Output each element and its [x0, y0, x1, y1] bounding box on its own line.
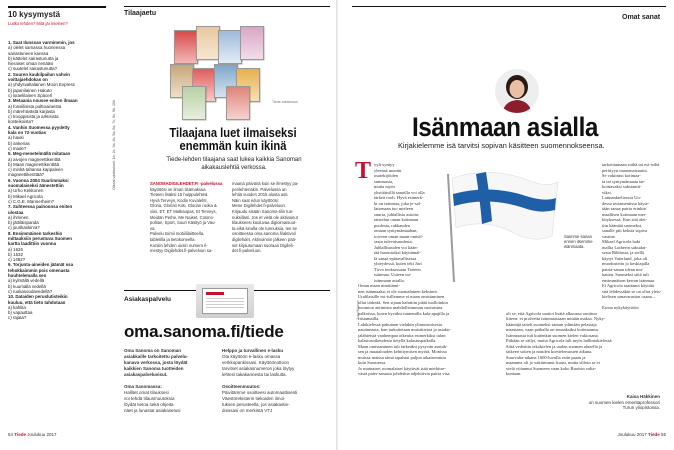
section-rule: [124, 6, 330, 7]
quiz-questions: [8, 40, 106, 321]
spread-gutter: [336, 0, 338, 450]
article-headline: Tilaajana luet ilmaiseksi enemmän kuin ikinä: [169, 125, 297, 153]
quiz-line: 1. Saat Ilunssan varmimmin, jos: [8, 40, 75, 45]
quiz-line: a) hauki: [8, 135, 24, 141]
text-line: va.: [150, 225, 156, 231]
text-line: Gloria, Glorian Koti, Glorian ruoka &: [150, 203, 217, 209]
text-line: politan, Sport, Suuri Käsityö ja Vau-: [150, 220, 216, 226]
quiz-line: 6. Vuonna 2004 Suurimmaksi: [8, 177, 69, 183]
quiz-line: c) made?: [8, 145, 27, 151]
text-line: sesta tulevaisuudesta.: [374, 239, 413, 244]
author-place: Turun yliopistossa.: [622, 405, 660, 410]
text-line: viksi.: [602, 189, 612, 195]
text-line: nen isänmaaksi ei ole suomalainen keksintö.: [358, 288, 438, 294]
quiz-line: a) kahlita: [8, 304, 26, 310]
text-line: västä pater-sanasta johdettua adjektiivia patria visa: [358, 371, 450, 376]
text-line: dessa testamentissa käyte-: [602, 200, 650, 206]
page-number: 54: [8, 432, 14, 437]
text-line: tabletilla ja tietokoneella.: [150, 236, 196, 242]
quiz-line: c) 1482?: [8, 257, 26, 263]
text-line: mallia Lutherin saksalai-: [602, 244, 647, 250]
magazine-cover: [240, 26, 264, 60]
article-lead: Tiede-lehden tilaajana saat lukea kaikkia Sanoman aikakauslehtiä verkossa.: [166, 157, 302, 171]
opinion-headline: Isänmaan asialla: [412, 112, 598, 142]
quiz-line: a) olelet samassa huoneessa: [8, 45, 66, 51]
text-line: oli se, että Agricola saattoi lisätä alkuunsa omiitun: [506, 310, 597, 316]
text-line: taikeen sotien ja muiden koettelemusten aikana.: [506, 349, 593, 354]
text-line: summasta,: [374, 178, 394, 184]
text-line: muodostettu jo keskiajalla: [602, 261, 650, 266]
quiz-line: b) kättelet sairastunutta ja: [8, 55, 59, 61]
quiz-line: c) israelilainen SpaceIl: [8, 92, 52, 98]
caption-line: Saimme sanan: [564, 234, 592, 239]
text-line: verkkopankissasi. Käyttöönottoon: [222, 360, 290, 365]
text-line: palkoissa, koten hyväksi tuntemilla kala-apajilla ja: [358, 310, 450, 316]
text-line: tärkeä rooli. Hyvä esimerk-: [374, 195, 424, 200]
promo-column-2: [222, 348, 322, 414]
photo-credit: Jussi/Kivinen: [356, 300, 360, 320]
quiz-line: c) ruokasoodavedellä?: [8, 288, 53, 294]
text-line: yleensä moniin: [374, 167, 402, 173]
quiz-line: kartta laadittiin vuonna: [8, 241, 57, 247]
quiz-line: a) ihminen: [8, 214, 29, 220]
text-line: tiin kääntää suomeksi,: [602, 222, 643, 228]
text-line: Lakikielessä puhutaan vieläkin ylimuistoisesta: [358, 321, 442, 327]
text-line: tää huomioiksi käyttämäl-: [374, 250, 421, 255]
quiz-line: voittajaehdokas on: [8, 77, 48, 83]
text-line: kuin Suomessa.: [358, 360, 387, 365]
quiz-subtitle: Luitko lehden? Mitä jäi mieleen?: [8, 21, 68, 26]
quiz-line: mittauksiin perustuva Suomen: [8, 235, 72, 241]
text-line: Palvelu toimii mobiililaitteella,: [150, 231, 205, 237]
text-line: Ota käyttöön e-lasku omassa: [222, 354, 281, 359]
text-line: Maan omistaminen tuli tärkeäksi pysyvän asutuk-: [358, 343, 448, 349]
quiz-line: b) Maan magneettikenttää: [8, 161, 60, 167]
text-line: Mikael Agricola haki: [602, 239, 641, 244]
text-line: Väestörekisterin tiekoiden ilmoi-: [222, 396, 286, 401]
footer-issue: Joulukuu 2017: [27, 432, 57, 437]
caption-line: ennen itsemme: [564, 239, 593, 244]
section-rule: [352, 6, 666, 7]
author-role: on suomen kielen emeritaprofessori: [588, 399, 660, 405]
author-portrait: [494, 68, 540, 114]
text-line: vielä viitannut Suomeen vaan koko Ruotsin valta-: [506, 365, 596, 371]
text-line: käyttöösi on ilman lisämaksua: [150, 186, 206, 192]
text-line: kuntaan.: [506, 371, 522, 376]
text-line: tään sanaa patria erinkin: [602, 206, 646, 211]
text-line: Tieteen lisäksi 15 huippulehteä.: [150, 192, 209, 198]
magazine-cover: [182, 86, 206, 120]
text-line: maallisen kotimaan mer-: [602, 211, 647, 217]
text-line: Oma Sanoma on Sanoman: [124, 348, 182, 353]
text-line: det.fi-palveluun.: [232, 248, 262, 254]
quiz-line: a) kylmällä vedellä: [8, 278, 45, 284]
text-line: nautinnasta, kun tarkoitetaan muistitietoa ja asiakir-: [358, 327, 452, 332]
text-line: nuksillasi. Jos et vielä ole aktivoinut: [232, 214, 298, 220]
text-line: kityksessä. Kun sitä alet-: [602, 217, 647, 222]
quiz-line: tehokkaimmin pois omenasta: [8, 267, 70, 273]
text-line: digilehdet. Aktivoinnin jälkeen pää-: [232, 236, 297, 242]
text-line: sanalle piti keksiä sopiva: [602, 228, 648, 233]
text-line: liiteen: ei profeetta isänmaassaan mitään maksa. Nyky-: [506, 316, 606, 321]
quiz-line: b) kuumalla vedellä: [8, 283, 46, 289]
quiz-line: c) juurikaskirva?: [8, 225, 40, 231]
quiz-line: suomalaiseksi äänestettiin: [8, 183, 64, 189]
text-line: osatekijöiden: [374, 173, 398, 178]
footer-brand: Tiede: [648, 432, 660, 437]
text-line: kanava verkossa, josta löydät: [124, 360, 188, 365]
quiz-line: 2. Suuren kuukilpailun vahvin: [8, 71, 70, 77]
text-line: tilaukseesi kuuluvaa digioimaisuut-: [232, 220, 297, 226]
text-line: vastine.: [602, 233, 616, 239]
magazine-cover: [174, 30, 198, 64]
text-line: Tirvo teoksessaan Tieteen: [374, 266, 421, 272]
text-line: ki on isänmaa, joka je-sal-: [374, 200, 422, 206]
quiz-line: a) fossiilisista polttoaineista: [8, 103, 62, 109]
text-line: mestyy Digilehdet.fi-palveluun sa-: [150, 248, 213, 254]
text-line: jalähteistä vanhempaa oikeutta esimerkiksi talon: [358, 332, 446, 338]
text-line: käytyt Vaterland, joka oli: [602, 255, 648, 261]
quiz-line: b) jättiläispanda: [8, 220, 39, 226]
text-line: löydät tietoa sekä ohjeita: [124, 402, 174, 407]
text-line: Siitä vedettiin tekokielen ja uuden suomen alueella ja: [506, 343, 603, 349]
text-line: ta tai syntymämaata tar-: [602, 178, 646, 184]
magazine-cover: [226, 86, 250, 120]
quiz-line: b) 1532: [8, 251, 23, 257]
quiz-line: a) yhdysvaltalainen Moon Express: [8, 82, 75, 88]
flag-caption: [564, 234, 598, 249]
text-line: kaiten. Suomeksi siitä tuli: [602, 272, 649, 277]
quiz-line: 9. Torjunta-aineiden jäämät ssa: [8, 262, 74, 268]
quiz-line: c) trooppisista ja arktisista: [8, 114, 59, 120]
text-line: Latinankielisessä Uu-: [602, 195, 642, 200]
left-footer: [8, 432, 57, 437]
section-label-omat-sanat: Omat sanat: [622, 14, 661, 21]
magazine-cover: [218, 30, 242, 64]
text-line: set kirjautumaan suoraan Digileh-: [232, 242, 295, 248]
quiz-line: 4. Vanhin Suomessa pyydetty: [8, 124, 70, 130]
quiz-line: a) Urho Kekkonen: [8, 188, 44, 194]
text-line: Oma Sanomassa:: [124, 384, 162, 389]
text-line: patria-sanan idean mu-: [602, 266, 644, 272]
text-line: Näin saat edun käyttöösi:: [232, 197, 280, 203]
quiz-line: 7. Suhteessa painoonsa eniten: [8, 204, 73, 210]
quiz-line: 10. Dataiden peruslutisteikin: [8, 294, 68, 300]
laptop-screen: [202, 288, 248, 314]
page-number: 55: [660, 432, 666, 437]
quiz-line: b) japanilainen Hakuto: [8, 87, 52, 93]
text-line: Suurvalta-aikana 1600-luvulla esiin paatu ja: [506, 354, 586, 360]
quiz-line: 3. Metaania nousee eniten ilmaan: [8, 98, 78, 104]
text-line: Oman maan nimittämi-: [358, 283, 400, 288]
text-line: laisenaan tuo mieleen: [374, 206, 413, 211]
text-line: Hallitet omat tilauksesi: [124, 390, 169, 395]
quiz-line: b) ankerias: [8, 140, 30, 146]
text-line: kaikkien Sanoma tuotteiden: [124, 366, 184, 371]
quiz-line: b) vapauttaa: [8, 310, 33, 316]
text-line: Juhlallisuuden voi kään-: [374, 244, 418, 250]
footer-issue: Joulukuu 2017: [617, 432, 647, 437]
quiz-line: 5. Meg-menetelmällä mitataan: [8, 151, 71, 157]
text-line: tarvitset asiakasnumeron joka löytyy: [222, 366, 295, 371]
text-line: omaan syntymämaahan,: [374, 228, 418, 233]
text-line: maamme oli jo vakiintunut fraasi, mutta silloin se ei: [506, 360, 600, 365]
text-line: Meidän Perhe, Me Naiset, Cosmo-: [150, 214, 215, 220]
text-line: Helppo ja turvallinen e-lasku: [222, 348, 284, 353]
quiz-line: ulostaa: [8, 209, 24, 215]
quiz-line: a) 1626: [8, 246, 23, 252]
text-line: isänmaan asialla.: [374, 277, 405, 283]
quiz-line: kala on 72-vuotias: [8, 130, 47, 136]
quiz-line: c) suutelet sairastunutta?: [8, 66, 58, 72]
text-line: viini, ET, ET Matkaopas, Et Terveys,: [150, 208, 217, 214]
text-line: lehtiä vuoden 2015 alusta asti.: [232, 192, 289, 198]
text-line: sitä lehdessäkin se on ollut yleis-: [602, 288, 662, 294]
article-column-2: [232, 181, 318, 254]
section-label-asiakaspalvelu: Asiakaspalvelu: [124, 296, 171, 303]
quiz-answers: Oikeat vastaukset: 1b, 2c, 3a, 4b, 5a, 6a, 7c, 8c, 9b, 10b: [112, 100, 116, 190]
text-line: ollut tärkeää. Sen sijaan haluttiin pitää tuolloinkin: [358, 299, 448, 305]
text-line: maana päivänä kuin se ilmestyy pa-: [232, 181, 299, 186]
text-line: toiveen oman maan omistl-: [374, 233, 424, 239]
text-line: Jo muinaiset roomalaiset käyttivät isää merkitse-: [358, 365, 446, 371]
text-line: Päivitämme osoitteesi automaattisesti: [222, 390, 298, 395]
text-line: perilehtenäkin. Palvelussa on: [232, 186, 287, 192]
quiz-line: kuuluu, että tieto tahdotaan: [8, 299, 66, 305]
text-line: yyli-syntyy: [374, 162, 395, 167]
text-line: puolesta, rakkauden: [374, 222, 410, 228]
text-line: voi tehdä tilausmuutoksia: [124, 396, 175, 401]
text-line: tuksen perusteella, jos asiakastie-: [222, 402, 290, 407]
text-line: riistamailla.: [358, 316, 380, 321]
text-line: kalastusoikeudesta tietyllä kalastuspaikalla.: [358, 338, 437, 343]
text-line: maastaan, vaan paikalla on senaaksiksi kotimaansa.: [506, 327, 599, 332]
quiz-line: huuhtelemalla sen: [8, 273, 47, 279]
quiz-line: magneettikenttää?: [8, 172, 45, 178]
quiz-line: hieraiset omaa nenääsi: [8, 61, 54, 67]
quiz-line: c) C.G.E. Mannerheim?: [8, 198, 55, 204]
caption-line: isänmaata.: [564, 244, 585, 249]
text-line: lä sanaa epätavallisessa: [374, 255, 417, 261]
text-line: Osoitteenmuutos:: [222, 384, 261, 389]
text-line: mutta myös: [374, 184, 396, 189]
text-line: Erona nykykäyttöön: [602, 305, 639, 310]
text-line: ensimmäisen kerran isänmaa.: [602, 277, 656, 283]
text-line: Kunkin lehden uusin numero il-: [150, 242, 208, 248]
quiz-box: [8, 6, 106, 321]
text-line: asiakkaille tarkoitettu palvelu-: [124, 354, 189, 359]
text-line: asiakaspalveluvisut.: [124, 372, 168, 377]
text-line: Uralilaisille esi-isillemme ei maan omistaminen: [358, 294, 445, 299]
quiz-line: kosteikoista?: [8, 119, 34, 125]
footer-brand: Tiede: [14, 432, 26, 437]
quiz-line: c) minkä tahansa kappaleen: [8, 167, 63, 173]
quiz-line: a) aivojen magneettikenttiä: [8, 156, 61, 162]
text-line: yksittäisillä sanoilla voi olla: [374, 189, 425, 195]
promo-column-1: [124, 348, 216, 414]
text-line: suuria, juhlallisia asioita:: [374, 211, 420, 217]
text-line: doissasi on merkintä VTJ: [222, 408, 273, 413]
text-line: koittavaksi substantii-: [602, 184, 642, 189]
opinion-lead: Kirjakielemme isä tarvitsi sopivan käsitteen suomennokseensa.: [398, 141, 605, 150]
text-line: Mene Digilehdet.fi-palveluun.: [232, 203, 287, 209]
text-line: kääntäjä taiteli suomeksi saman ydintään pelastaja: [506, 321, 597, 327]
text-line: yhteydessä, kuten teki Juri: [374, 261, 422, 266]
text-line: Se vakiintui kotimaa-: [602, 173, 641, 178]
text-line: näet ja lunastat asiakasetusi: [124, 408, 181, 413]
text-line: lehtesi takakannesta tai laskulta.: [222, 372, 287, 377]
quiz-line: 8. Ensimmäinen tarkeshin: [8, 230, 63, 236]
quiz-line: b) Mikael Agricola: [8, 193, 43, 199]
section-label-tilaajaetu: Tilaajaetu: [124, 10, 157, 17]
text-line: sen ja maatalouden kehittymisen myötä. Monissa: [358, 349, 447, 354]
text-line: Hyvä Terveys, Kodin Kuvalehti,: [150, 197, 208, 203]
author-bio: [576, 394, 660, 411]
magazine-covers: [168, 24, 268, 120]
text-line: taistelun oman kotimaan: [374, 217, 419, 222]
service-url[interactable]: oma.sanoma.fi/tiede: [124, 322, 284, 341]
text-line: Kirjaudu sisään Sanoma-tilin tun-: [232, 208, 294, 214]
text-line: Ei Agricola saattanut käyttää: [602, 283, 654, 288]
quiz-title: 10 kysymystä: [8, 6, 106, 19]
quiz-line: c) rajata?: [8, 315, 27, 321]
article-column-1: [150, 181, 228, 254]
text-line: ta eikä sinulla ole tunnuksia, tee se: [232, 225, 297, 231]
quiz-line: b) märehtivästä karjasta: [8, 108, 55, 114]
author-name: Kaisa Häkkinen: [626, 394, 660, 399]
magazine-cover: [196, 26, 220, 60]
quiz-line: sairastuneen kanssa: [8, 50, 49, 56]
text-line: SANOMADIGILEHDET.FI -palvelussa: [150, 181, 223, 186]
text-line: tarkoittamaan isältä tai esi-isiltä: [602, 162, 660, 167]
text-line: Pitkään se säilyi, mutta Agricola tuli myös hallintokielessä.: [506, 338, 613, 343]
text-line: huomion antimista mahdollisimman suotuisina: [358, 305, 443, 310]
text-line: osoitteessa oma.sanoma.fi/aktivoi/: [232, 231, 297, 237]
text-line: isänmaa: Uuteen uu-: [374, 272, 412, 277]
text-line: perittyyn maaomaisuutta.: [602, 167, 648, 173]
text-line: kielisen sanavaraston osana...: [602, 294, 656, 299]
magazine-caption: Tiede-arkistossa: [272, 100, 298, 104]
text-line: muissa maissa tämä tapahtui paljon aikaisemmin: [358, 354, 446, 360]
right-footer: [580, 432, 666, 437]
text-line: sesta Bibliasta, ja siellä: [602, 250, 644, 255]
drop-cap: T: [355, 158, 372, 184]
text-line: Isänmaasta tuli kuitenkin suomen kielen vakiosana.: [506, 332, 599, 338]
